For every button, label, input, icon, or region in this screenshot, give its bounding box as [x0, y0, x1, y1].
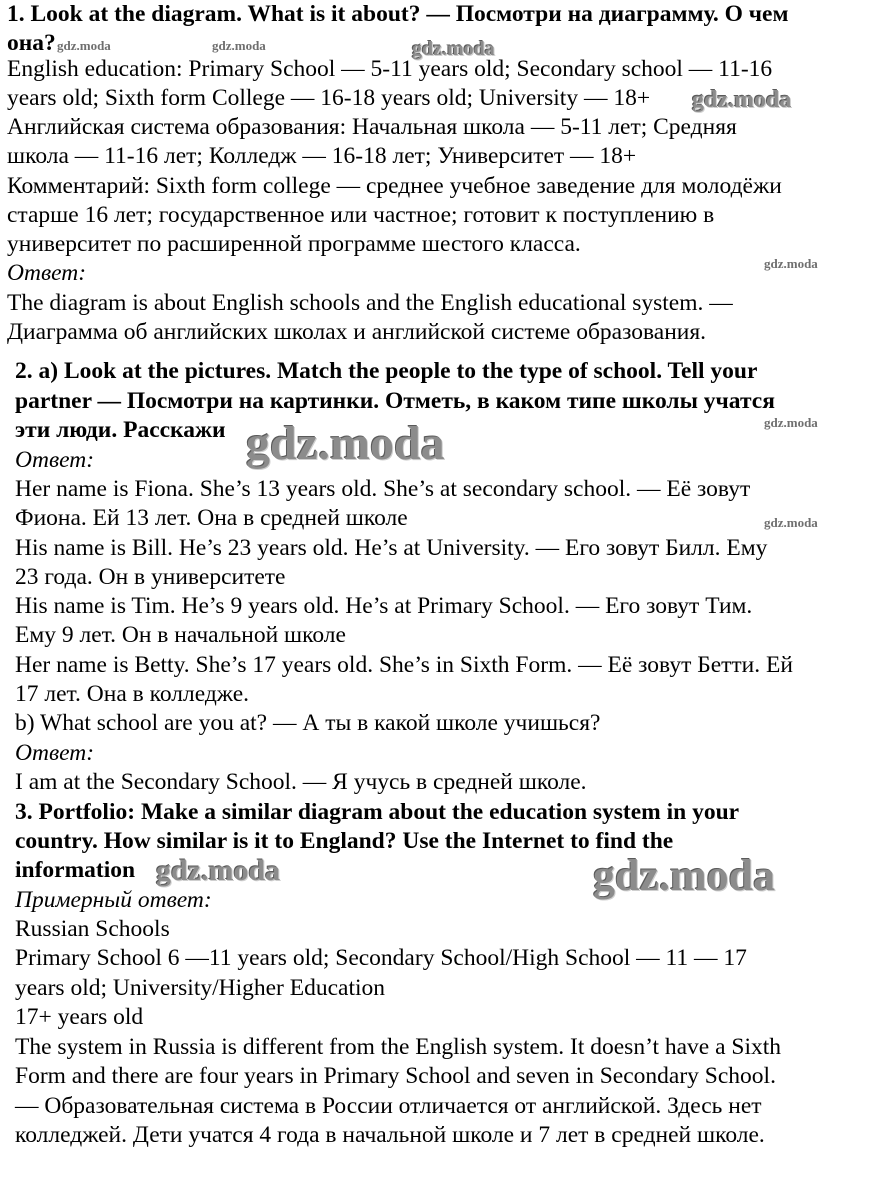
section2-answer-line: 17 лет. Она в колледже.: [15, 681, 250, 707]
section3-answer-line: The system in Russia is different from the English system. It doesn’t have a Sixth: [15, 1034, 782, 1060]
section2-b-answer: I am at the Secondary School. — Я учусь в средней школе.: [15, 769, 587, 795]
section2-answer-line: 23 года. Он в университете: [15, 564, 286, 590]
section2-answer-line: Ему 9 лет. Он в начальной школе: [15, 622, 346, 648]
watermark: gdz.moda: [764, 415, 818, 430]
section3-answer-label: Примерный ответ:: [15, 887, 212, 913]
section3-answer-line: Form and there are four years in Primary School and seven in Secondary School.: [15, 1063, 776, 1089]
watermark: gdz.moda: [57, 38, 111, 53]
section3-heading-line: country. How similar is it to England? Use the Internet to find the: [15, 828, 674, 854]
section2-answer-line: His name is Bill. He’s 23 years old. He’s at University. — Его зовут Билл. Ему: [15, 535, 768, 561]
section3-answer-line: Russian Schools: [15, 916, 170, 942]
section3-answer-line: years old; University/Higher Education: [15, 975, 386, 1001]
section2-b-answer-label: Ответ:: [15, 740, 95, 766]
watermark: gdz.moda: [412, 38, 495, 60]
section3-answer-line: 17+ years old: [15, 1004, 144, 1030]
watermark: gdz.moda: [593, 851, 776, 900]
section1-text-line: школа — 11-16 лет; Колледж — 16-18 лет; Университет — 18+: [7, 143, 637, 169]
section1-answer-line: The diagram is about English schools and the English educational system. —: [7, 290, 733, 316]
section3-answer-line: — Образовательная система в России отличается от английской. Здесь нет: [15, 1093, 762, 1119]
section2-answer-line: Her name is Fiona. She’s 13 years old. She’s at secondary school. — Её зовут: [15, 476, 751, 502]
section3-heading-line: information: [15, 857, 136, 883]
watermark: gdz.moda: [212, 38, 266, 53]
section1-text-line: Комментарий: Sixth form college — среднее учебное заведение для молодёжи: [7, 173, 782, 199]
watermark: gdz.moda: [246, 417, 445, 470]
section1-answer-line: Диаграмма об английских школах и английской системе образования.: [7, 319, 707, 345]
section2-heading-line: partner — Посмотри на картинки. Отметь, в каком типе школы учатся: [15, 388, 775, 414]
section1-text-line: years old; Sixth form College — 16-18 years old; University — 18+: [7, 85, 651, 111]
section1-heading-line1: 1. Look at the diagram. What is it about? — Посмотри на диаграмму. О чем: [7, 1, 789, 27]
section2-b-question: b) What school are you at? — А ты в какой школе учишься?: [15, 710, 601, 736]
section2-heading-line: 2. a) Look at the pictures. Match the people to the type of school. Tell your: [15, 358, 758, 384]
section2-answer-line: His name is Tim. He’s 9 years old. He’s at Primary School. — Его зовут Тим.: [15, 593, 753, 619]
section3-heading-line: 3. Portfolio: Make a similar diagram about the education system in your: [15, 799, 740, 825]
watermark: gdz.moda: [692, 87, 792, 113]
section2-answer-line: Фиона. Ей 13 лет. Она в средней школе: [15, 505, 408, 531]
section2-heading-line: эти люди. Расскажи: [15, 417, 226, 443]
watermark: gdz.moda: [764, 256, 818, 271]
section1-heading-line2: она?: [7, 30, 56, 56]
section2-answer-label: Ответ:: [15, 447, 95, 473]
section1-text-line: English education: Primary School — 5-11 years old; Secondary school — 11-16: [7, 56, 773, 82]
section3-answer-line: колледжей. Дети учатся 4 года в начальной школе и 7 лет в средней школе.: [15, 1122, 765, 1148]
section1-answer-label: Ответ:: [7, 260, 87, 286]
section1-text-line: университет по расширенной программе шестого класса.: [7, 231, 581, 257]
section1-text-line: старше 16 лет; государственное или частное; готовит к поступлению в: [7, 202, 715, 228]
watermark: gdz.moda: [764, 515, 818, 530]
section2-answer-line: Her name is Betty. She’s 17 years old. She’s in Sixth Form. — Её зовут Бетти. Ей: [15, 652, 793, 678]
section1-text-line: Английская система образования: Начальная школа — 5-11 лет; Средняя: [7, 114, 737, 140]
watermark: gdz.moda: [156, 854, 281, 887]
section3-answer-line: Primary School 6 —11 years old; Secondary School/High School — 11 — 17: [15, 945, 747, 971]
